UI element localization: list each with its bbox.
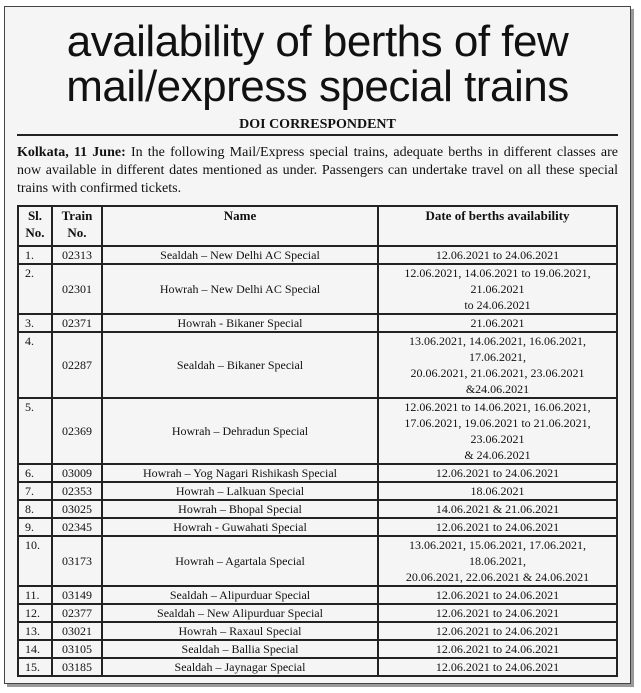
table-row <box>18 482 617 500</box>
header-train-line1: Train <box>61 208 93 223</box>
cell-sl-no: 9. <box>18 518 52 536</box>
cell-name: Howrah – Yog Nagari Rishikash Special <box>102 464 378 482</box>
cell-dates <box>378 586 617 604</box>
cell-dates <box>378 264 617 314</box>
cell-sl-no: 15. <box>18 658 52 676</box>
news-clipping <box>4 6 631 684</box>
headline-line-2: mail/express special trains <box>66 62 569 111</box>
date-line: 20.06.2021, 22.06.2021 & 24.06.2021 <box>405 570 590 584</box>
byline: DOI CORRESPONDENT <box>17 117 618 136</box>
date-line: 17.06.2021, 19.06.2021 to 21.06.2021, 23.06.2021 <box>404 416 591 446</box>
table-body <box>18 246 617 676</box>
cell-sl-no: 3. <box>18 314 52 332</box>
table-row <box>18 658 617 676</box>
cell-name: Sealdah – New Alipurduar Special <box>102 604 378 622</box>
cell-name: Howrah – Raxaul Special <box>102 622 378 640</box>
headline-line-1: availability of berths of few <box>66 17 569 66</box>
cell-sl-no: 7. <box>18 482 52 500</box>
cell-dates <box>378 500 617 518</box>
cell-train-no: 02301 <box>52 264 102 314</box>
date-line: 21.06.2021 <box>470 316 525 330</box>
cell-name: Howrah – Dehradun Special <box>102 398 378 464</box>
cell-train-no: 03185 <box>52 658 102 676</box>
cell-dates <box>378 658 617 676</box>
cell-train-no: 02377 <box>52 604 102 622</box>
date-line: 13.06.2021, 15.06.2021, 17.06.2021, 18.06.2021, <box>409 538 586 568</box>
table-row <box>18 518 617 536</box>
table-row <box>18 622 617 640</box>
table-row <box>18 314 617 332</box>
cell-sl-no: 14. <box>18 640 52 658</box>
cell-name: Howrah - Guwahati Special <box>102 518 378 536</box>
date-line: 14.06.2021 & 21.06.2021 <box>435 502 560 516</box>
table-row <box>18 586 617 604</box>
intro-body: In the following Mail/Express special trains, adequate berths in different classes are now available in different dates mentioned as under. Passengers can undertake travel on all these special trains with confirmed tickets. <box>17 145 618 196</box>
header-date: Date of berths availability <box>378 206 617 246</box>
cell-train-no: 03025 <box>52 500 102 518</box>
cell-dates <box>378 314 617 332</box>
cell-name: Sealdah – Ballia Special <box>102 640 378 658</box>
cell-name: Howrah - Bikaner Special <box>102 314 378 332</box>
table-row <box>18 604 617 622</box>
cell-dates <box>378 482 617 500</box>
cell-name: Sealdah – Jaynagar Special <box>102 658 378 676</box>
cell-dates <box>378 332 617 398</box>
date-line: 18.06.2021 <box>470 484 525 498</box>
date-line: to 24.06.2021 <box>464 298 531 312</box>
cell-sl-no: 1. <box>18 246 52 264</box>
cell-train-no: 02313 <box>52 246 102 264</box>
table-row <box>18 246 617 264</box>
table-row <box>18 536 617 586</box>
table-row <box>18 332 617 398</box>
cell-sl-no: 10. <box>18 536 52 586</box>
header-train-no <box>52 206 102 246</box>
cell-sl-no: 8. <box>18 500 52 518</box>
table-row <box>18 464 617 482</box>
cell-sl-no: 5. <box>18 398 52 464</box>
cell-train-no: 02287 <box>52 332 102 398</box>
date-line: 12.06.2021 to 24.06.2021 <box>435 642 560 656</box>
cell-name: Howrah – Lalkuan Special <box>102 482 378 500</box>
cell-train-no: 03105 <box>52 640 102 658</box>
dateline: Kolkata, 11 June: <box>17 145 126 160</box>
table-row <box>18 264 617 314</box>
date-line: 12.06.2021 to 24.06.2021 <box>435 588 560 602</box>
cell-sl-no: 6. <box>18 464 52 482</box>
header-train-line2: No. <box>67 225 87 240</box>
table-row <box>18 640 617 658</box>
date-line: 12.06.2021 to 24.06.2021 <box>435 466 560 480</box>
date-line: 12.06.2021 to 24.06.2021 <box>435 606 560 620</box>
cell-dates <box>378 398 617 464</box>
cell-train-no: 02345 <box>52 518 102 536</box>
table-row <box>18 398 617 464</box>
cell-dates <box>378 518 617 536</box>
cell-name: Howrah – New Delhi AC Special <box>102 264 378 314</box>
cell-dates <box>378 604 617 622</box>
header-sl-no <box>18 206 52 246</box>
cell-dates <box>378 622 617 640</box>
table-row <box>18 500 617 518</box>
cell-sl-no: 13. <box>18 622 52 640</box>
date-line: & 24.06.2021 <box>464 448 531 462</box>
cell-dates <box>378 536 617 586</box>
trains-table <box>17 205 618 677</box>
date-line: 12.06.2021 to 24.06.2021 <box>435 624 560 638</box>
cell-dates <box>378 464 617 482</box>
date-line: 12.06.2021 to 24.06.2021 <box>435 248 560 262</box>
cell-train-no: 03149 <box>52 586 102 604</box>
date-line: 20.06.2021, 21.06.2021, 23.06.2021 &24.06.2021 <box>410 366 585 396</box>
cell-name: Sealdah – Bikaner Special <box>102 332 378 398</box>
cell-dates <box>378 246 617 264</box>
cell-train-no: 03173 <box>52 536 102 586</box>
cell-name: Howrah – Bhopal Special <box>102 500 378 518</box>
cell-sl-no: 4. <box>18 332 52 398</box>
cell-train-no: 02371 <box>52 314 102 332</box>
cell-train-no: 02369 <box>52 398 102 464</box>
cell-dates <box>378 640 617 658</box>
cell-sl-no: 2. <box>18 264 52 314</box>
date-line: 13.06.2021, 14.06.2021, 16.06.2021, 17.06.2021, <box>409 334 586 364</box>
date-line: 12.06.2021 to 24.06.2021 <box>435 660 560 674</box>
cell-train-no: 03009 <box>52 464 102 482</box>
cell-name: Sealdah – New Delhi AC Special <box>102 246 378 264</box>
table-header-row <box>18 206 617 246</box>
header-name: Name <box>102 206 378 246</box>
headline <box>5 19 630 109</box>
header-sl-line1: Sl. <box>27 208 43 223</box>
intro-paragraph <box>17 144 618 198</box>
cell-name: Sealdah – Alipurduar Special <box>102 586 378 604</box>
cell-train-no: 02353 <box>52 482 102 500</box>
date-line: 12.06.2021 to 24.06.2021 <box>435 520 560 534</box>
cell-train-no: 03021 <box>52 622 102 640</box>
date-line: 12.06.2021 to 14.06.2021, 16.06.2021, <box>404 400 591 414</box>
header-sl-line2: No. <box>25 225 45 240</box>
cell-sl-no: 12. <box>18 604 52 622</box>
cell-name: Howrah – Agartala Special <box>102 536 378 586</box>
date-line: 12.06.2021, 14.06.2021 to 19.06.2021, 21.06.2021 <box>404 266 591 296</box>
cell-sl-no: 11. <box>18 586 52 604</box>
